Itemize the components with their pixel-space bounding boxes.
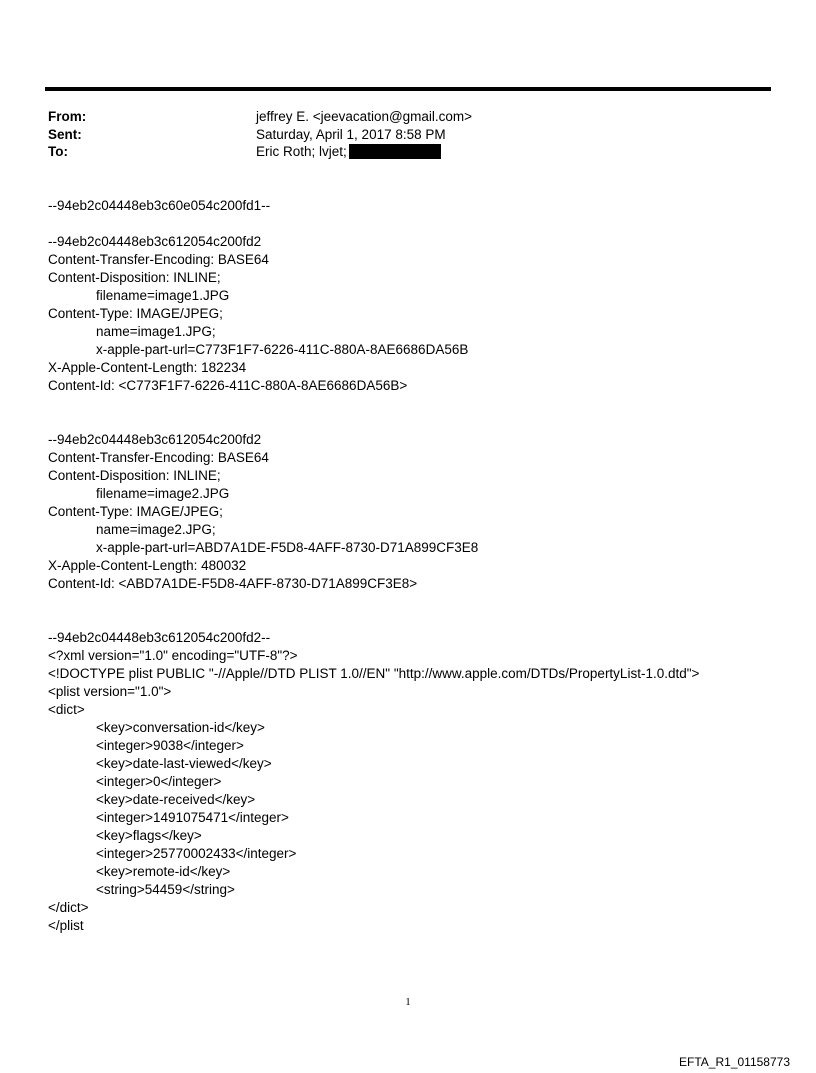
- sent-label: Sent:: [48, 126, 82, 142]
- body-line: --94eb2c04448eb3c612054c200fd2: [48, 234, 262, 249]
- body-line: name=image2.JPG;: [96, 522, 216, 537]
- body-line: <key>flags</key>: [96, 828, 202, 843]
- body-line: <integer>9038</integer>: [96, 738, 244, 753]
- body-line: --94eb2c04448eb3c60e054c200fd1--: [48, 198, 271, 213]
- body-line: <integer>0</integer>: [96, 774, 222, 789]
- body-line: Content-Type: IMAGE/JPEG;: [48, 504, 223, 519]
- body-line: --94eb2c04448eb3c612054c200fd2--: [48, 630, 271, 645]
- redaction-block: [349, 144, 441, 159]
- from-value: jeffrey E. <jeevacation@gmail.com>: [256, 109, 473, 124]
- body-line: <integer>1491075471</integer>: [96, 810, 289, 825]
- body-line: Content-Type: IMAGE/JPEG;: [48, 306, 223, 321]
- body-line: </dict>: [48, 900, 89, 915]
- to-label: To:: [48, 144, 68, 159]
- body-line: X-Apple-Content-Length: 182234: [48, 360, 247, 375]
- body-line: filename=image1.JPG: [96, 288, 230, 303]
- body-line: Content-Disposition: INLINE;: [48, 468, 221, 483]
- bates-number: EFTA_R1_01158773: [679, 1055, 790, 1069]
- body-line: --94eb2c04448eb3c612054c200fd2: [48, 432, 262, 447]
- body-line: name=image1.JPG;: [96, 324, 216, 339]
- body-line: Content-Disposition: INLINE;: [48, 270, 221, 285]
- body-line: <plist version="1.0">: [48, 684, 172, 699]
- body-line: <integer>25770002433</integer>: [96, 846, 297, 861]
- body-line: <key>date-last-viewed</key>: [96, 756, 272, 771]
- body-line: Content-Id: <C773F1F7-6226-411C-880A-8AE6686DA56B>: [48, 378, 408, 393]
- page-number: 1: [405, 996, 411, 1008]
- body-line: <key>conversation-id</key>: [96, 720, 265, 735]
- body-line: x-apple-part-url=C773F1F7-6226-411C-880A-8AE6686DA56B: [96, 342, 469, 357]
- blank-line: [48, 593, 788, 611]
- from-row: [48, 108, 748, 126]
- body-line: Content-Transfer-Encoding: BASE64: [48, 450, 269, 465]
- body-line: <dict>: [48, 702, 85, 717]
- body-line: filename=image2.JPG: [96, 486, 230, 501]
- header-divider: [45, 87, 771, 91]
- body-line: <string>54459</string>: [96, 882, 235, 897]
- body-line: Content-Id: <ABD7A1DE-F5D8-4AFF-8730-D71A899CF3E8>: [48, 576, 418, 591]
- body-line: X-Apple-Content-Length: 480032: [48, 558, 247, 573]
- body-line: <!DOCTYPE plist PUBLIC "-//Apple//DTD PLIST 1.0//EN" "http://www.apple.com/DTDs/PropertyList-1.0.dtd">: [48, 666, 700, 681]
- to-value-group: [256, 143, 441, 161]
- body-line: <key>date-received</key>: [96, 792, 256, 807]
- body-line: Content-Transfer-Encoding: BASE64: [48, 252, 269, 267]
- to-value: Eric Roth; lvjet;: [256, 144, 347, 159]
- blank-line: [48, 413, 788, 431]
- blank-line: [48, 611, 788, 629]
- sent-row: [48, 126, 748, 144]
- to-row: [48, 143, 748, 161]
- email-header: [48, 108, 748, 161]
- message-body: [48, 197, 788, 935]
- blank-line: [48, 215, 788, 233]
- blank-line: [48, 395, 788, 413]
- from-label: From:: [48, 109, 87, 124]
- body-line: <key>remote-id</key>: [96, 864, 231, 879]
- sent-value: Saturday, April 1, 2017 8:58 PM: [256, 126, 446, 142]
- body-line: x-apple-part-url=ABD7A1DE-F5D8-4AFF-8730-D71A899CF3E8: [96, 540, 479, 555]
- body-line: <?xml version="1.0" encoding="UTF-8"?>: [48, 648, 298, 663]
- body-line: </plist: [48, 918, 84, 933]
